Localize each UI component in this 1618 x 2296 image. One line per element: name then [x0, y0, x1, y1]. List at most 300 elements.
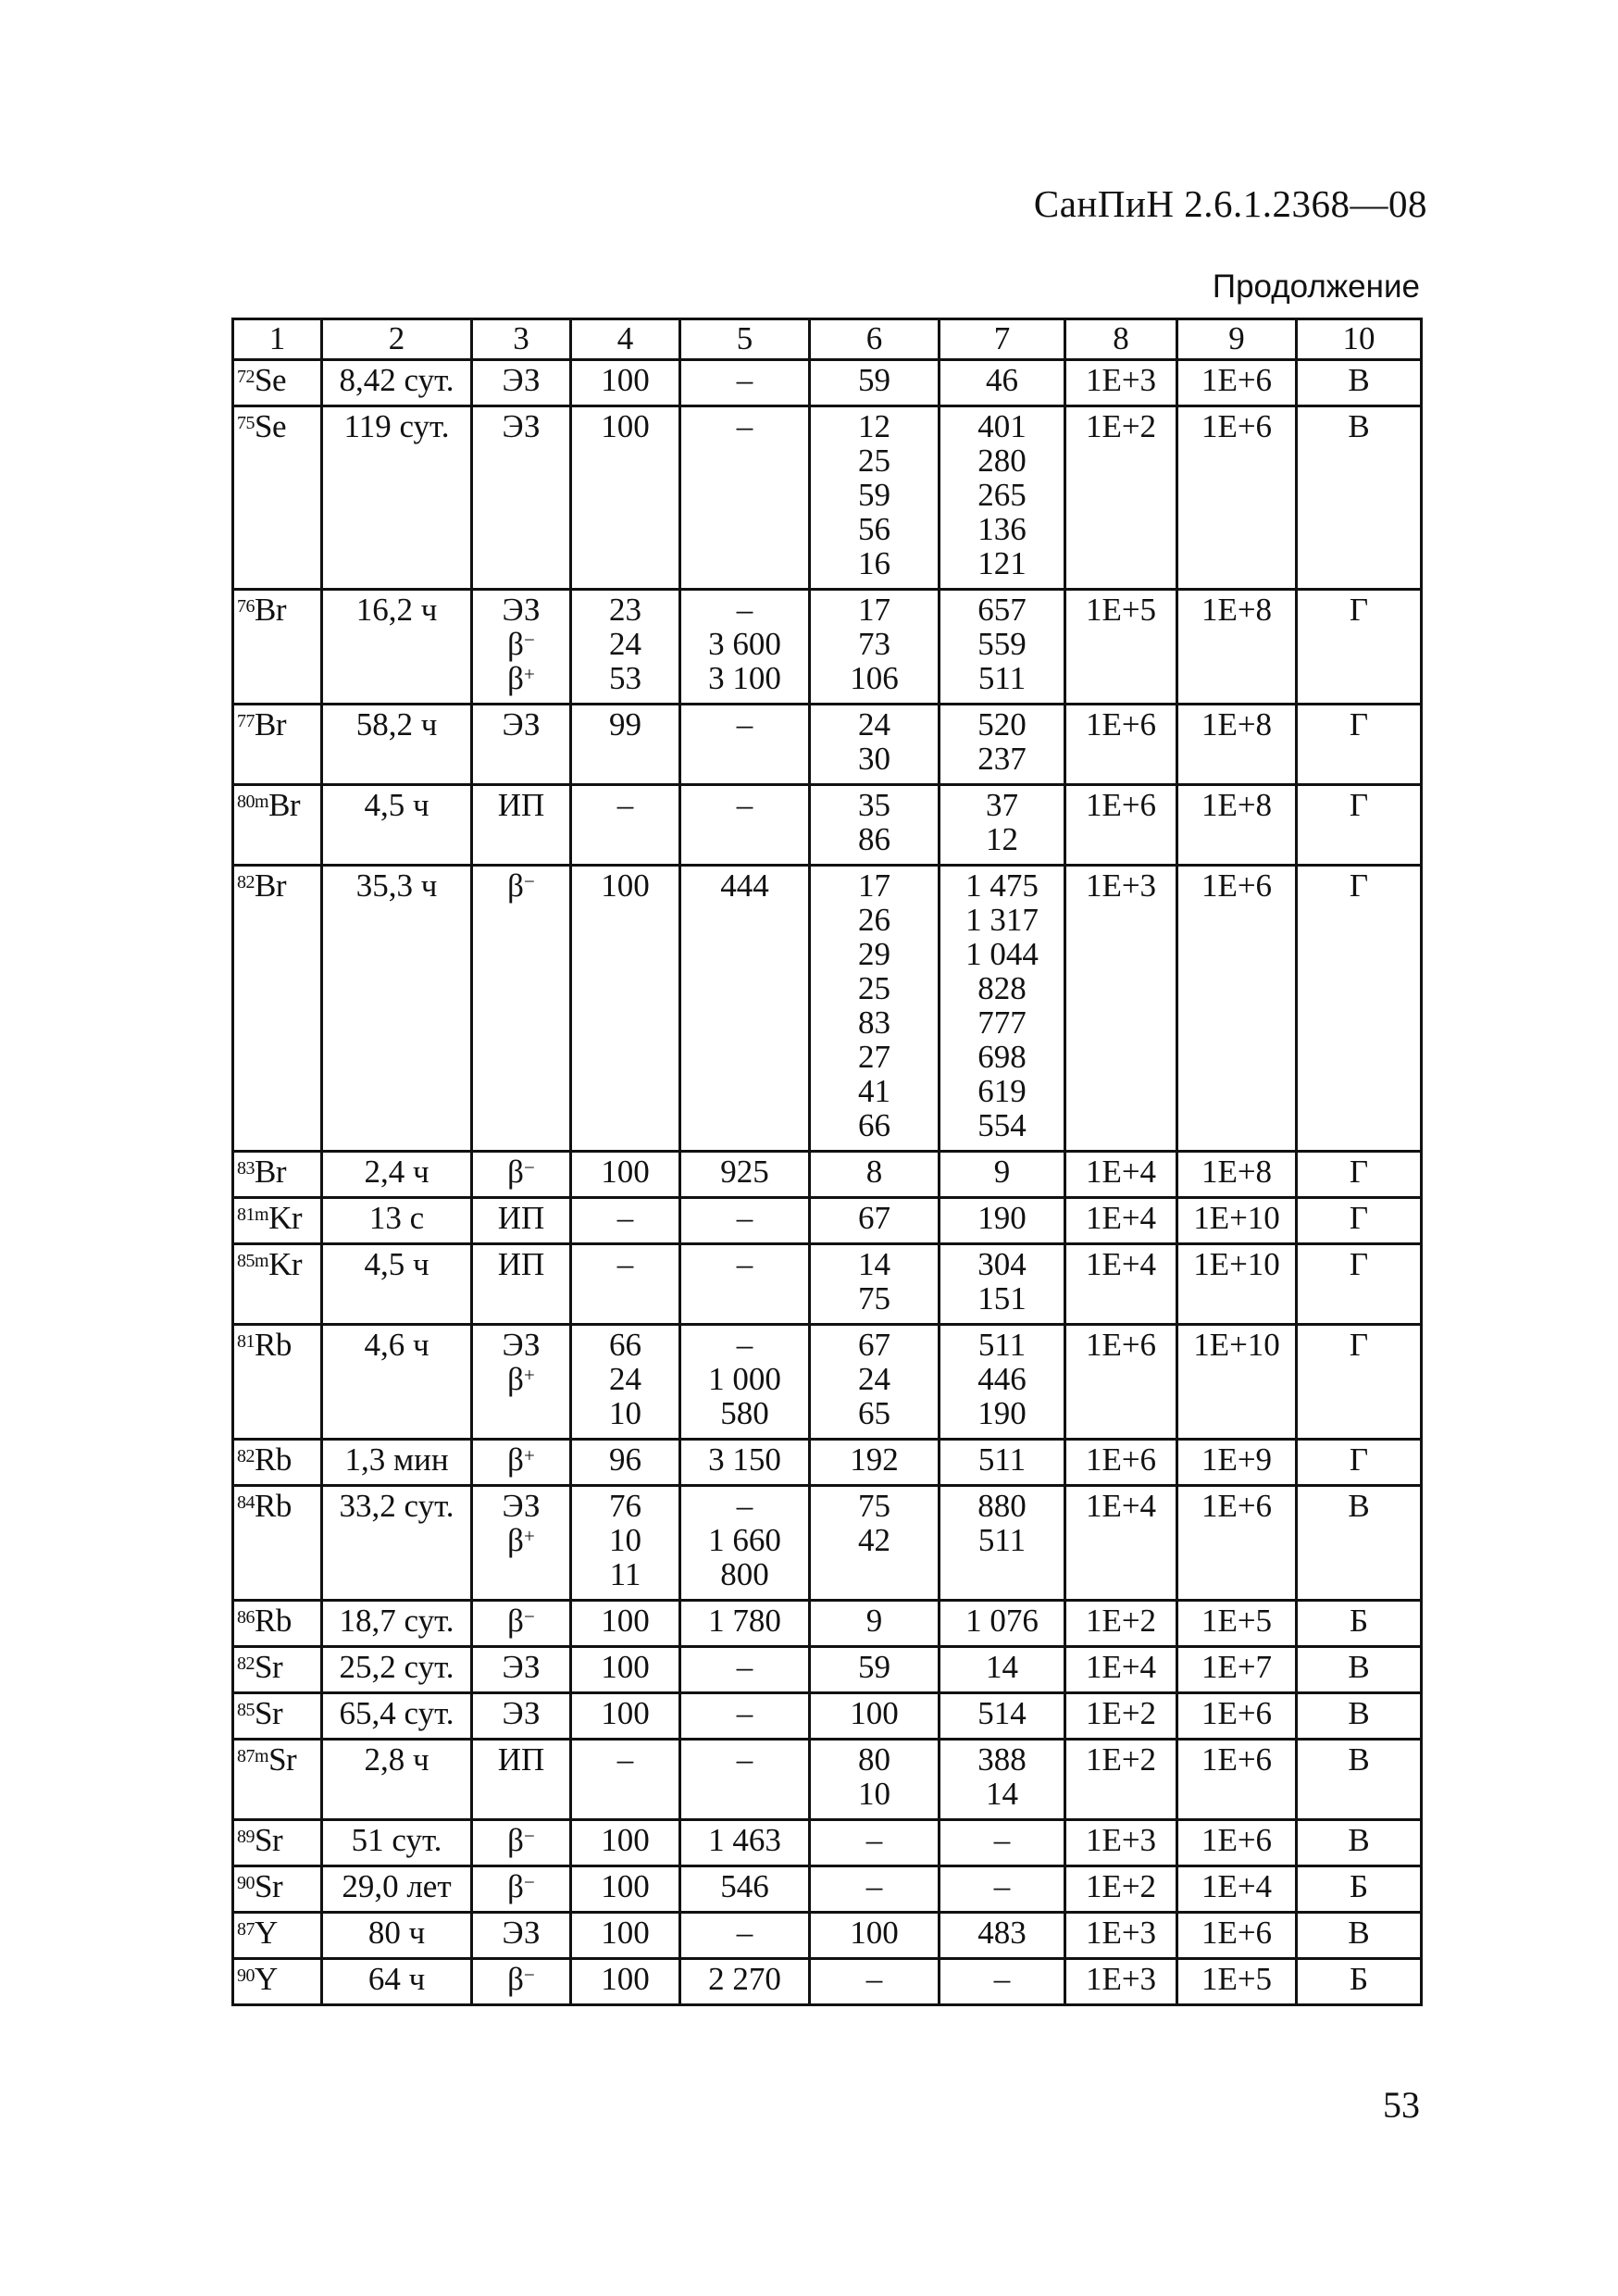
element-symbol: Rb	[255, 1441, 292, 1478]
cell-line: 1E+6	[1201, 1741, 1273, 1778]
cell-line: 24	[609, 1361, 641, 1397]
cell-line: 35,3 ч	[355, 867, 438, 904]
element-symbol: Rb	[255, 1603, 292, 1639]
decay-type-cell	[472, 705, 571, 785]
col8-cell	[1065, 1820, 1177, 1866]
element-symbol: Sr	[255, 1822, 283, 1858]
cell-line: 1E+10	[1193, 1200, 1280, 1236]
cell-line: 25	[858, 443, 890, 479]
table-row	[233, 1198, 1422, 1244]
beta-energy-cell	[680, 1244, 810, 1325]
cell-line: 100	[601, 1603, 650, 1639]
beta-symbol: β	[507, 660, 524, 696]
cell-line: ИП	[497, 1246, 545, 1282]
cell-line: 925	[720, 1154, 769, 1190]
yield-cell	[571, 1913, 680, 1959]
col9-cell	[1177, 1486, 1297, 1601]
col8-cell	[1065, 1913, 1177, 1959]
cell-line: 1E+6	[1085, 1441, 1157, 1478]
cell-line: В	[1348, 362, 1370, 398]
cell-line: 444	[720, 867, 769, 904]
mass-number: 86	[237, 1607, 255, 1628]
cell-line: 11	[609, 1556, 641, 1592]
table-row	[233, 1693, 1422, 1740]
cell-line: 1E+6	[1085, 1327, 1157, 1363]
photon-energy-cell	[940, 1866, 1065, 1913]
yield-cell	[571, 1866, 680, 1913]
cell-line: 100	[850, 1915, 899, 1951]
nuclide-cell	[233, 1325, 322, 1440]
photon-energy-cell	[940, 705, 1065, 785]
cell-line: Б	[1349, 1961, 1369, 1997]
cell-line: 580	[720, 1395, 769, 1431]
beta-energy-cell	[680, 590, 810, 705]
element-symbol: Sr	[268, 1741, 297, 1778]
cell-line: 8,42 сут.	[339, 362, 454, 398]
cell-line: 1E+8	[1201, 706, 1273, 742]
col8-cell	[1065, 590, 1177, 705]
group-cell	[1297, 1198, 1422, 1244]
cell-line: 1 463	[708, 1822, 781, 1858]
cell-line: 17	[858, 592, 890, 628]
beta-symbol: β	[507, 1868, 524, 1904]
element-symbol: Sr	[255, 1695, 283, 1731]
beta-energy-cell	[680, 1325, 810, 1440]
column-number-row	[233, 319, 1422, 360]
column-header: 7	[940, 319, 1065, 360]
cell-line: 4,6 ч	[364, 1327, 429, 1363]
table-row	[233, 1152, 1422, 1198]
decay-type-cell	[472, 590, 571, 705]
decay-type-cell	[472, 1913, 571, 1959]
group-cell	[1297, 866, 1422, 1152]
cell-line: 1E+3	[1085, 1915, 1157, 1951]
beta-energy-cell	[680, 1913, 810, 1959]
cell-line: 698	[977, 1039, 1027, 1075]
beta-energy-cell	[680, 1647, 810, 1693]
col9-cell	[1177, 705, 1297, 785]
cell-line: –	[616, 1200, 634, 1236]
cell-line: 119 сут.	[343, 408, 450, 444]
cell-line: 514	[977, 1695, 1027, 1731]
element-symbol: Sr	[255, 1649, 283, 1685]
cell-line: 53	[609, 660, 641, 696]
column-header: 1	[233, 319, 322, 360]
nuclide-cell	[233, 785, 322, 866]
cell-line: 4,5 ч	[364, 1246, 429, 1282]
element-symbol: Rb	[255, 1327, 292, 1363]
cell-line: 1E+4	[1201, 1868, 1273, 1904]
col9-cell	[1177, 590, 1297, 705]
cell-line: 1E+4	[1085, 1246, 1157, 1282]
yield-cell	[571, 1820, 680, 1866]
beta-symbol: β	[507, 1522, 524, 1558]
cell-line: 65,4 сут.	[339, 1695, 454, 1731]
photon-yield-cell	[810, 1152, 940, 1198]
photon-yield-cell	[810, 406, 940, 590]
cell-line: –	[736, 1695, 753, 1731]
cell-line: 24	[609, 626, 641, 662]
cell-line: 828	[977, 970, 1027, 1006]
half-life-cell	[322, 1244, 472, 1325]
cell-line: 1E+2	[1085, 1695, 1157, 1731]
cell-line: –	[736, 706, 753, 742]
cell-line: 1E+8	[1201, 592, 1273, 628]
beta-energy-cell	[680, 1740, 810, 1820]
cell-line: 1E+6	[1085, 787, 1157, 823]
table-body	[233, 360, 1422, 2005]
mass-number: 90	[237, 1965, 255, 1986]
cell-line: –	[736, 1327, 753, 1363]
table-row	[233, 1440, 1422, 1486]
column-header: 4	[571, 319, 680, 360]
photon-yield-cell	[810, 1198, 940, 1244]
cell-line: –	[993, 1822, 1011, 1858]
cell-line: Г	[1349, 1327, 1369, 1363]
cell-line: ЭЗ	[502, 362, 541, 398]
half-life-cell	[322, 1486, 472, 1601]
decay-type-cell	[472, 1198, 571, 1244]
cell-line: 10	[609, 1395, 641, 1431]
col9-cell	[1177, 1440, 1297, 1486]
col8-cell	[1065, 1740, 1177, 1820]
half-life-cell	[322, 360, 472, 406]
decay-type-cell	[472, 1325, 571, 1440]
table-row	[233, 1325, 1422, 1440]
column-header: 2	[322, 319, 472, 360]
cell-line: 14	[858, 1246, 890, 1282]
cell-line	[477, 1869, 566, 1903]
beta-energy-cell	[680, 1693, 810, 1740]
cell-line: 1 044	[965, 936, 1039, 972]
decay-type-cell	[472, 1486, 571, 1601]
beta-symbol: β	[507, 1441, 524, 1478]
cell-line: 1E+2	[1085, 1603, 1157, 1639]
cell-line: 511	[977, 1522, 1027, 1558]
cell-line: 401	[977, 408, 1027, 444]
group-cell	[1297, 785, 1422, 866]
cell-line: 237	[977, 741, 1027, 777]
nuclide-cell	[233, 1440, 322, 1486]
cell-line: –	[865, 1822, 883, 1858]
cell-line: –	[736, 787, 753, 823]
col9-cell	[1177, 1601, 1297, 1647]
group-cell	[1297, 1740, 1422, 1820]
cell-line: 121	[977, 545, 1027, 581]
cell-line: Г	[1349, 867, 1369, 904]
cell-line: 35	[858, 787, 890, 823]
half-life-cell	[322, 1820, 472, 1866]
cell-line: 24	[858, 1361, 890, 1397]
cell-line: 17	[858, 867, 890, 904]
photon-yield-cell	[810, 866, 940, 1152]
cell-line: 304	[977, 1246, 1027, 1282]
cell-line: 16,2 ч	[355, 592, 438, 628]
yield-cell	[571, 1440, 680, 1486]
cell-line: 1E+3	[1085, 1961, 1157, 1997]
half-life-cell	[322, 1959, 472, 2005]
cell-line: –	[736, 1915, 753, 1951]
half-life-cell	[322, 1440, 472, 1486]
col9-cell	[1177, 1959, 1297, 2005]
beta-symbol: β	[507, 1154, 524, 1190]
cell-line: 29	[858, 936, 890, 972]
cell-line: 100	[601, 1154, 650, 1190]
cell-line: 76	[609, 1488, 641, 1524]
cell-line: 25,2 сут.	[339, 1649, 454, 1685]
beta-charge: +	[523, 663, 535, 685]
group-cell	[1297, 1244, 1422, 1325]
cell-line: 59	[858, 362, 890, 398]
cell-line: 2,8 ч	[364, 1741, 429, 1778]
beta-energy-cell	[680, 1486, 810, 1601]
beta-charge: −	[523, 870, 535, 892]
nuclide-cell	[233, 1913, 322, 1959]
cell-line: 880	[977, 1488, 1027, 1524]
cell-line: Г	[1349, 787, 1369, 823]
cell-line: –	[993, 1961, 1011, 1997]
photon-yield-cell	[810, 705, 940, 785]
cell-line: 1E+6	[1085, 706, 1157, 742]
mass-number: 89	[237, 1827, 255, 1847]
column-header: 6	[810, 319, 940, 360]
photon-yield-cell	[810, 1866, 940, 1913]
cell-line: 26	[858, 902, 890, 938]
group-cell	[1297, 1693, 1422, 1740]
beta-energy-cell	[680, 785, 810, 866]
group-cell	[1297, 705, 1422, 785]
yield-cell	[571, 1244, 680, 1325]
cell-line: 100	[601, 1961, 650, 1997]
decay-type-cell	[472, 1866, 571, 1913]
decay-type-cell	[472, 1740, 571, 1820]
photon-energy-cell	[940, 1601, 1065, 1647]
yield-cell	[571, 1601, 680, 1647]
photon-energy-cell	[940, 1244, 1065, 1325]
cell-line: 30	[858, 741, 890, 777]
cell-line: 136	[977, 511, 1027, 547]
cell-line: ИП	[497, 1200, 545, 1236]
yield-cell	[571, 590, 680, 705]
mass-number: 75	[237, 413, 255, 433]
col8-cell	[1065, 1693, 1177, 1740]
photon-energy-cell	[940, 360, 1065, 406]
cell-line: 80 ч	[367, 1915, 426, 1951]
nuclide-cell	[233, 1820, 322, 1866]
element-symbol: Br	[255, 1154, 286, 1190]
cell-line: ЭЗ	[502, 1327, 541, 1363]
cell-line: 46	[986, 362, 1018, 398]
cell-line: ЭЗ	[502, 706, 541, 742]
yield-cell	[571, 1486, 680, 1601]
cell-line: 511	[977, 660, 1027, 696]
cell-line: 1E+5	[1201, 1961, 1273, 1997]
col8-cell	[1065, 1601, 1177, 1647]
cell-line: –	[616, 787, 634, 823]
photon-yield-cell	[810, 1325, 940, 1440]
cell-line: ЭЗ	[502, 408, 541, 444]
cell-line: Г	[1349, 1246, 1369, 1282]
beta-energy-cell	[680, 406, 810, 590]
mass-number: 85	[237, 1700, 255, 1720]
cell-line	[477, 1442, 566, 1477]
cell-line: Б	[1349, 1603, 1369, 1639]
col9-cell	[1177, 406, 1297, 590]
cell-line: 1E+6	[1201, 1695, 1273, 1731]
nuclide-cell	[233, 406, 322, 590]
column-header: 10	[1297, 319, 1422, 360]
cell-line: 1E+4	[1085, 1488, 1157, 1524]
cell-line: В	[1348, 1649, 1370, 1685]
photon-yield-cell	[810, 785, 940, 866]
cell-line: 1E+6	[1201, 1822, 1273, 1858]
document-code: СанПиН 2.6.1.2368—08	[1033, 182, 1427, 225]
nuclide-cell	[233, 1740, 322, 1820]
group-cell	[1297, 1486, 1422, 1601]
cell-line: 2,4 ч	[364, 1154, 429, 1190]
cell-line: 1E+6	[1201, 1915, 1273, 1951]
photon-yield-cell	[810, 1913, 940, 1959]
photon-energy-cell	[940, 1486, 1065, 1601]
mass-number: 82	[237, 1446, 255, 1466]
cell-line	[477, 627, 566, 661]
column-header: 5	[680, 319, 810, 360]
decay-type-cell	[472, 1440, 571, 1486]
group-cell	[1297, 1959, 1422, 2005]
group-cell	[1297, 1647, 1422, 1693]
cell-line: 1E+2	[1085, 1741, 1157, 1778]
cell-line: В	[1348, 1741, 1370, 1778]
half-life-cell	[322, 1325, 472, 1440]
cell-line: 8	[865, 1154, 883, 1190]
beta-energy-cell	[680, 360, 810, 406]
photon-energy-cell	[940, 406, 1065, 590]
col9-cell	[1177, 1693, 1297, 1740]
yield-cell	[571, 360, 680, 406]
cell-line	[477, 1962, 566, 1996]
cell-line: 29,0 лет	[342, 1868, 452, 1904]
col8-cell	[1065, 1440, 1177, 1486]
cell-line: 64 ч	[367, 1961, 426, 1997]
decay-type-cell	[472, 406, 571, 590]
col8-cell	[1065, 406, 1177, 590]
photon-yield-cell	[810, 1601, 940, 1647]
col8-cell	[1065, 705, 1177, 785]
cell-line: 37	[986, 787, 1018, 823]
beta-charge: −	[523, 1156, 535, 1179]
photon-energy-cell	[940, 1198, 1065, 1244]
cell-line: 83	[858, 1004, 890, 1041]
photon-energy-cell	[940, 785, 1065, 866]
cell-line: 483	[977, 1915, 1027, 1951]
beta-symbol: β	[507, 1361, 524, 1397]
group-cell	[1297, 590, 1422, 705]
col9-cell	[1177, 1152, 1297, 1198]
cell-line: 65	[858, 1395, 890, 1431]
cell-line: 3 150	[708, 1441, 781, 1478]
cell-line: 33,2 сут.	[339, 1488, 454, 1524]
cell-line: 2 270	[708, 1961, 781, 1997]
photon-yield-cell	[810, 1244, 940, 1325]
photon-yield-cell	[810, 1740, 940, 1820]
element-symbol: Se	[255, 408, 286, 444]
cell-line: 1E+6	[1201, 1488, 1273, 1524]
cell-line: Г	[1349, 1441, 1369, 1478]
cell-line: –	[736, 1488, 753, 1524]
col8-cell	[1065, 1152, 1177, 1198]
cell-line: 4,5 ч	[364, 787, 429, 823]
photon-yield-cell	[810, 360, 940, 406]
table-row	[233, 866, 1422, 1152]
group-cell	[1297, 1913, 1422, 1959]
beta-charge: −	[523, 1605, 535, 1628]
cell-line: ЭЗ	[502, 1649, 541, 1685]
beta-charge: −	[523, 1871, 535, 1893]
cell-line: 14	[986, 1776, 1018, 1812]
photon-yield-cell	[810, 590, 940, 705]
cell-line: 1 475	[965, 867, 1039, 904]
cell-line	[477, 1523, 566, 1557]
cell-line	[477, 1603, 566, 1638]
cell-line: В	[1348, 1488, 1370, 1524]
half-life-cell	[322, 1693, 472, 1740]
cell-line: ЭЗ	[502, 592, 541, 628]
cell-line: 1E+3	[1085, 362, 1157, 398]
cell-line: 190	[977, 1395, 1027, 1431]
cell-line: 100	[601, 1649, 650, 1685]
element-symbol: Kr	[268, 1200, 302, 1236]
beta-symbol: β	[507, 1961, 524, 1997]
cell-line: –	[993, 1868, 1011, 1904]
beta-charge: +	[523, 1525, 535, 1547]
cell-line: 67	[858, 1200, 890, 1236]
photon-yield-cell	[810, 1820, 940, 1866]
cell-line: 25	[858, 970, 890, 1006]
photon-energy-cell	[940, 866, 1065, 1152]
table-row	[233, 590, 1422, 705]
cell-line	[477, 868, 566, 903]
cell-line: –	[736, 1246, 753, 1282]
col9-cell	[1177, 1325, 1297, 1440]
cell-line: –	[736, 1200, 753, 1236]
col9-cell	[1177, 1198, 1297, 1244]
half-life-cell	[322, 590, 472, 705]
decay-type-cell	[472, 866, 571, 1152]
half-life-cell	[322, 1740, 472, 1820]
half-life-cell	[322, 866, 472, 1152]
cell-line: 1E+8	[1201, 1154, 1273, 1190]
yield-cell	[571, 1647, 680, 1693]
nuclide-cell	[233, 1244, 322, 1325]
cell-line: 1E+2	[1085, 1868, 1157, 1904]
decay-type-cell	[472, 1820, 571, 1866]
cell-line: 100	[601, 1695, 650, 1731]
photon-energy-cell	[940, 1647, 1065, 1693]
beta-symbol: β	[507, 626, 524, 662]
nuclide-cell	[233, 705, 322, 785]
table-row	[233, 1913, 1422, 1959]
cell-line: 1,3 мин	[344, 1441, 449, 1478]
col9-cell	[1177, 360, 1297, 406]
cell-line: ЭЗ	[502, 1488, 541, 1524]
table-row	[233, 1740, 1422, 1820]
decay-type-cell	[472, 1693, 571, 1740]
nuclide-cell	[233, 1152, 322, 1198]
col8-cell	[1065, 1486, 1177, 1601]
cell-line: 1 076	[965, 1603, 1039, 1639]
cell-line: 546	[720, 1868, 769, 1904]
group-cell	[1297, 1866, 1422, 1913]
